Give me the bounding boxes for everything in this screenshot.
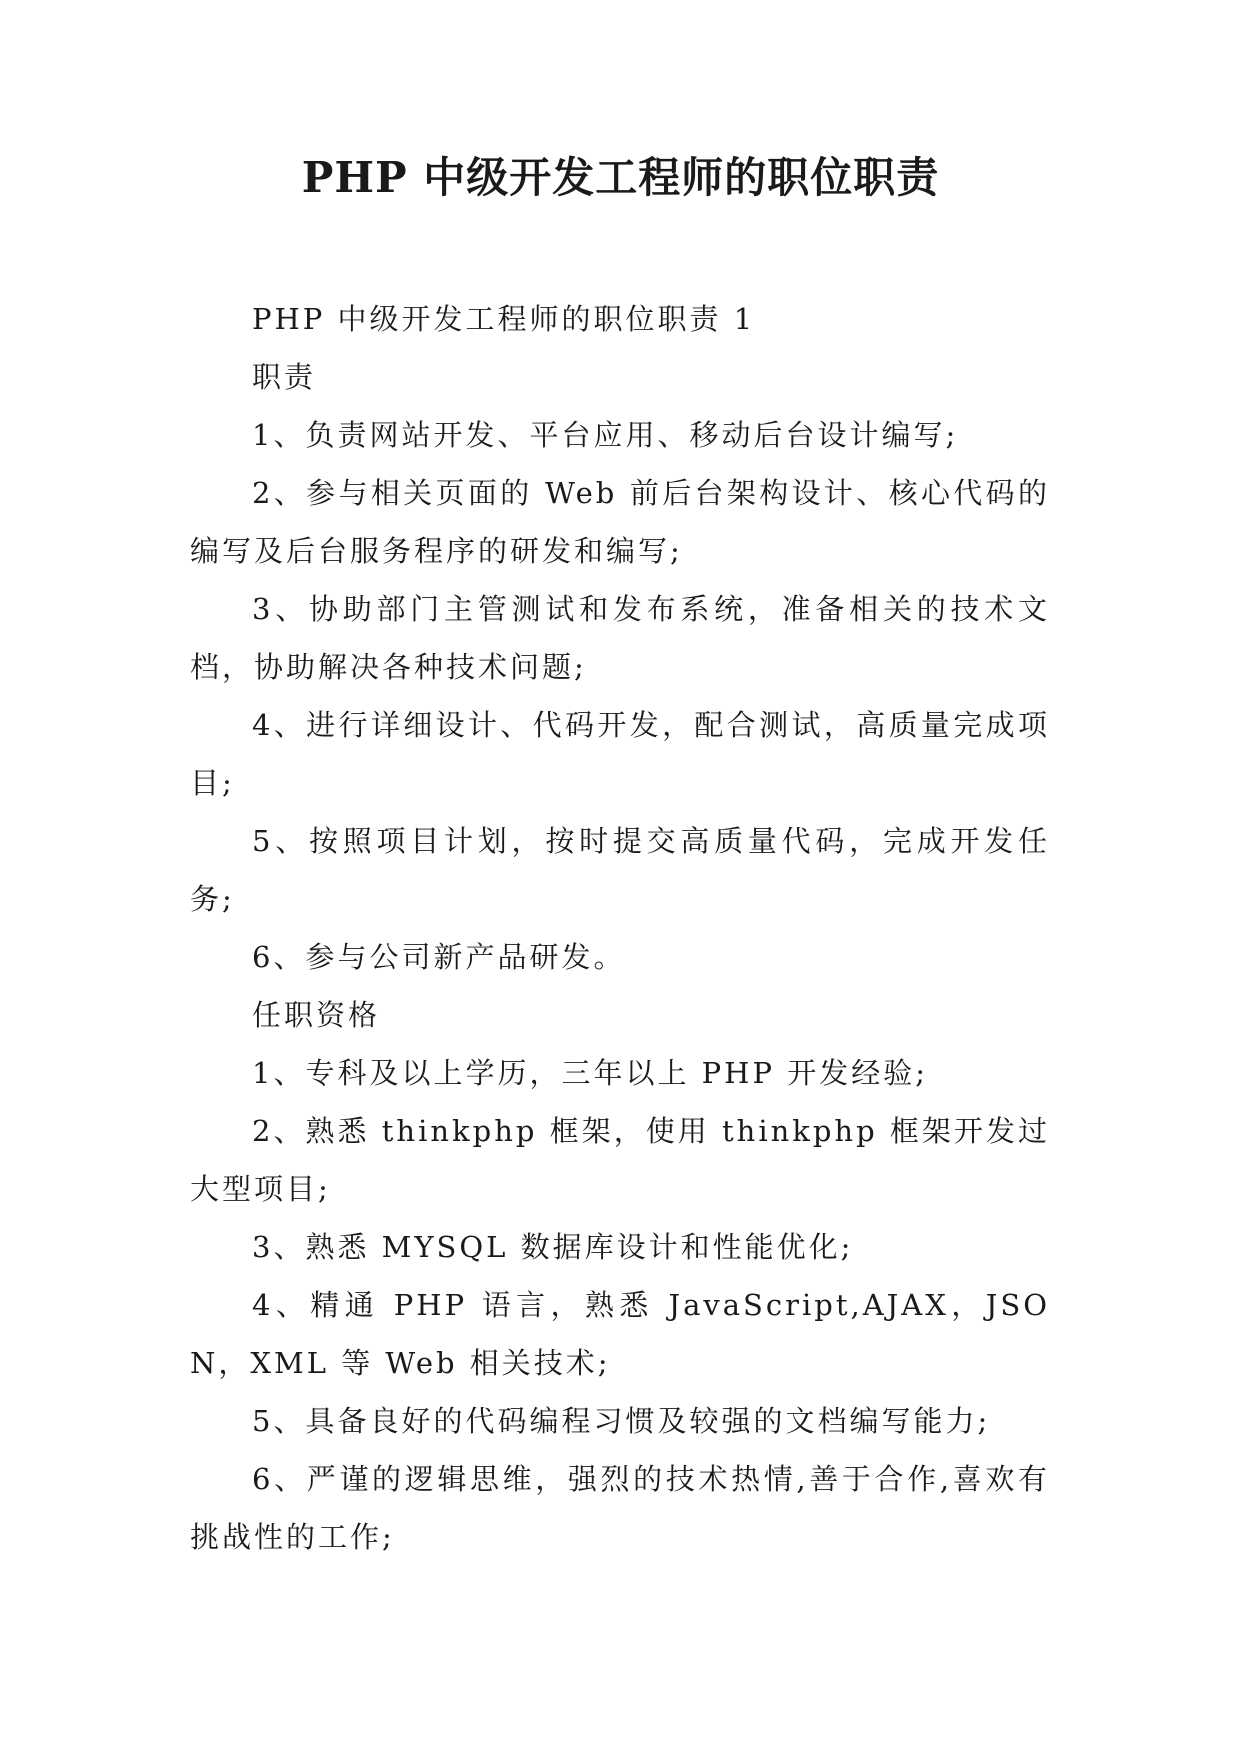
qualification-item-6: 6、严谨的逻辑思维，强烈的技术热情,善于合作,喜欢有挑战性的工作; (190, 1462, 1050, 1554)
duty-item-5: 5、按照项目计划，按时提交高质量代码，完成开发任务; (190, 824, 1050, 916)
subheading-qualifications: 任职资格 (252, 998, 381, 1032)
section-heading: PHP 中级开发工程师的职位职责 1 (252, 302, 756, 336)
document-title: PHP 中级开发工程师的职位职责 (301, 153, 940, 202)
qualification-item-2: 2、熟悉 thinkphp 框架，使用 thinkphp 框架开发过大型项目; (190, 1114, 1050, 1206)
subheading-duties: 职责 (252, 360, 317, 394)
qualification-item-5: 5、具备良好的代码编程习惯及较强的文档编写能力; (252, 1404, 991, 1438)
duty-item-4: 4、进行详细设计、代码开发，配合测试，高质量完成项目; (190, 708, 1050, 800)
duty-item-1: 1、负责网站开发、平台应用、移动后台设计编写; (252, 418, 959, 452)
duty-item-2: 2、参与相关页面的 Web 前后台架构设计、核心代码的编写及后台服务程序的研发和编写; (190, 476, 1050, 568)
duty-item-3: 3、协助部门主管测试和发布系统，准备相关的技术文档，协助解决各种技术问题; (190, 592, 1050, 684)
duty-item-6: 6、参与公司新产品研发。 (252, 940, 626, 974)
qualification-item-3: 3、熟悉 MYSQL 数据库设计和性能优化; (252, 1230, 854, 1264)
qualification-item-1: 1、专科及以上学历，三年以上 PHP 开发经验; (252, 1056, 928, 1090)
document-body (190, 290, 1050, 1566)
qualification-item-4: 4、精通 PHP 语言，熟悉 JavaScript,AJAX，JSON，XML 等 Web 相关技术; (190, 1288, 1050, 1380)
